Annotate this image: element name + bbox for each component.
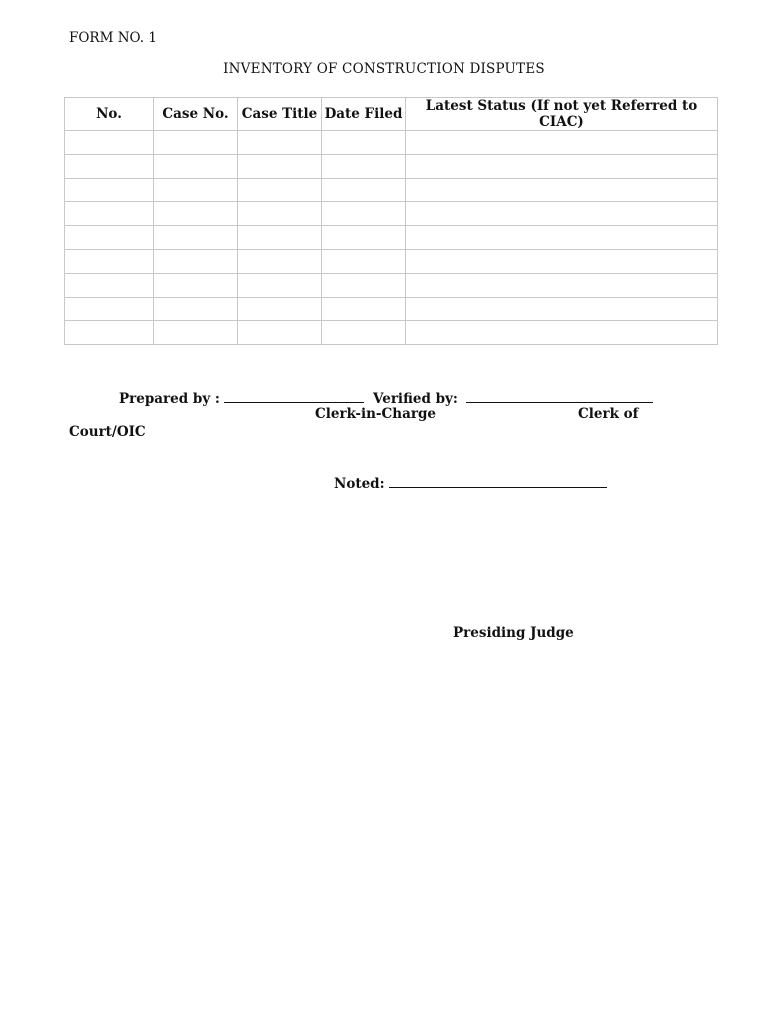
table-row [65,273,718,297]
presiding-judge-caption: Presiding Judge [453,625,574,641]
noted-field [334,473,607,492]
table-cell [322,273,406,297]
table-cell [154,249,238,273]
prepared-by-field [119,388,364,407]
table-cell [238,273,322,297]
table-cell [154,273,238,297]
column-header-latest-status: Latest Status (If not yet Referred to CIAC) [406,98,718,131]
document-title: INVENTORY OF CONSTRUCTION DISPUTES [223,61,545,77]
prepared-by-label: Prepared by : [119,391,220,407]
table-cell [238,297,322,321]
table-cell [154,226,238,250]
table-cell [406,226,718,250]
table-cell [65,154,154,178]
noted-signature-line [389,473,607,488]
table-cell [322,202,406,226]
table-cell [65,131,154,155]
table-cell [322,321,406,345]
table-cell [406,154,718,178]
table-cell [154,154,238,178]
table-cell [322,154,406,178]
table-cell [154,297,238,321]
table-cell [154,202,238,226]
table-row [65,154,718,178]
table-row [65,297,718,321]
table-cell [406,131,718,155]
table-row [65,226,718,250]
table-cell [65,273,154,297]
inventory-table [64,97,718,345]
table-cell [406,249,718,273]
clerk-of-caption: Clerk of [578,406,639,422]
table-cell [406,273,718,297]
table-cell [238,154,322,178]
verified-by-field [373,388,653,407]
table-row [65,131,718,155]
table-header-row [65,98,718,131]
table-cell [154,321,238,345]
table-cell [406,202,718,226]
table-cell [406,321,718,345]
table-cell [238,131,322,155]
verified-by-signature-line [466,388,653,403]
table-row [65,249,718,273]
column-header-case-title: Case Title [238,98,322,131]
table-cell [154,131,238,155]
table-row [65,178,718,202]
table-cell [238,321,322,345]
table-cell [322,131,406,155]
table-cell [238,202,322,226]
court-oic-caption: Court/OIC [69,424,146,440]
column-header-date-filed: Date Filed [322,98,406,131]
table-cell [65,226,154,250]
noted-label: Noted: [334,476,385,492]
clerk-in-charge-caption: Clerk-in-Charge [315,406,436,422]
table-cell [65,178,154,202]
table-cell [65,297,154,321]
table-row [65,321,718,345]
table-cell [238,249,322,273]
table-cell [322,178,406,202]
table-cell [406,297,718,321]
verified-by-label: Verified by: [373,391,458,407]
table-cell [322,297,406,321]
table-cell [154,178,238,202]
table-cell [322,226,406,250]
table-cell [238,178,322,202]
prepared-by-signature-line [224,388,364,403]
table-cell [65,249,154,273]
form-number: FORM NO. 1 [69,30,157,46]
column-header-no: No. [65,98,154,131]
table-cell [406,178,718,202]
column-header-case-no: Case No. [154,98,238,131]
table-cell [322,249,406,273]
table-row [65,202,718,226]
table-cell [65,202,154,226]
table-cell [238,226,322,250]
table-cell [65,321,154,345]
